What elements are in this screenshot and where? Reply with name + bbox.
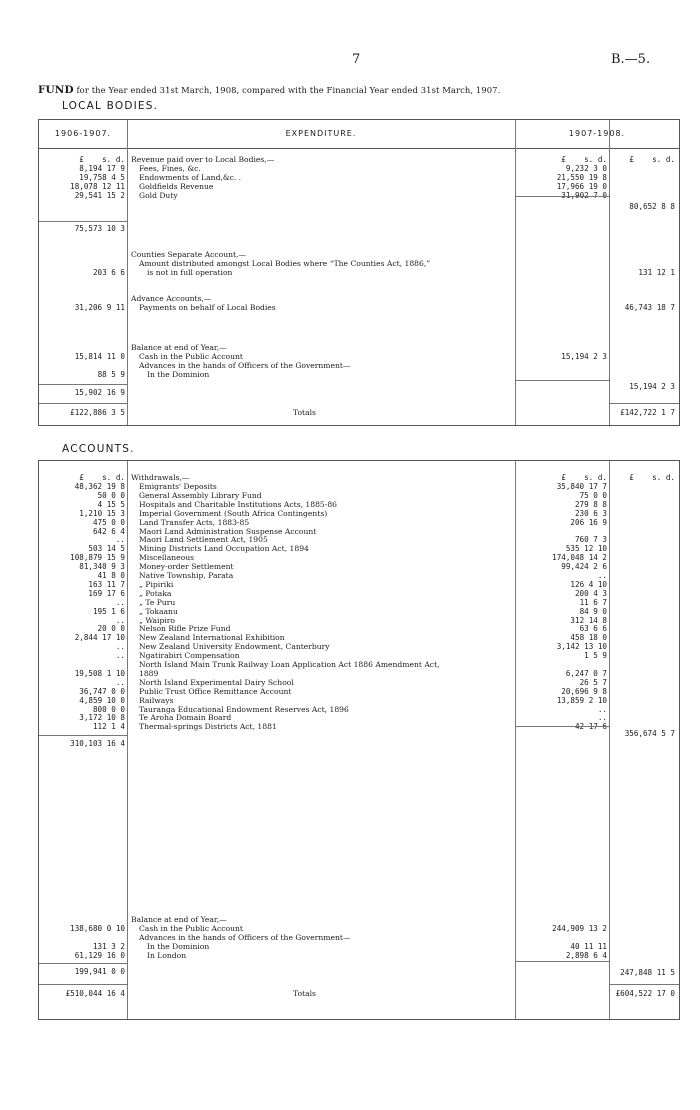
row-label: Gold Duty <box>139 191 178 200</box>
row-cur-amount: 63 6 6 <box>579 624 607 634</box>
revenue-heading: Revenue paid over to Local Bodies,— <box>131 155 275 164</box>
row-prev-amount: .. <box>115 642 125 652</box>
row-prev-amount: 19,508 1 10 <box>74 668 125 678</box>
acc-balance-line3: In the Dominion <box>147 942 210 951</box>
row-prev-amount: 195 1 6 <box>92 606 125 616</box>
row-label: „ Pipiriki <box>139 579 174 589</box>
row-cur-amount: 99,424 2 6 <box>561 562 607 572</box>
page-reference: B.—5. <box>611 52 651 67</box>
accounts-title: ACCOUNTS. <box>62 443 135 455</box>
row-label: Te Aroha Domain Board <box>139 713 232 723</box>
acc-balance-cur1: 244,909 13 2 <box>552 924 607 933</box>
row-label: „ Tokaanu <box>139 606 178 616</box>
header-1906-1907: 1906-1907. <box>54 129 112 138</box>
row-cur-amount: 35,840 17 7 <box>556 482 607 491</box>
row-cur-amount: 174,048 14 2 <box>552 553 607 563</box>
row-label: Railways <box>139 695 174 705</box>
row-prev-amount: 20 0 0 <box>97 624 125 634</box>
row-label: Maori Land Settlement Act, 1905 <box>139 535 268 545</box>
row-prev-amount: 503 14 5 <box>88 544 125 554</box>
row-prev-amount: .. <box>115 615 125 625</box>
row-label: Emigrants' Deposits <box>139 482 217 491</box>
row-label: Nelson Rifle Prize Fund <box>139 624 231 634</box>
currency-header-prev: £ s. d. <box>79 155 125 164</box>
row-label: New Zealand International Exhibition <box>139 633 285 643</box>
row-prev-amount: 163 11 7 <box>88 579 125 589</box>
row-cur-amount: 11 6 7 <box>579 597 607 607</box>
row-label: North Island Main Trunk Railway Loan Application Act 1886 Amendment Act, <box>139 660 440 669</box>
acc-balance-prev-total: 199,941 0 0 <box>74 967 125 976</box>
counties-heading: Counties Separate Account,— <box>131 250 247 259</box>
row-cur-amount: 230 6 3 <box>574 508 607 518</box>
row-label: Thermal-springs Districts Act, 1881 <box>139 722 277 732</box>
acc-balance-line4: In London <box>147 951 187 960</box>
row-prev-amount: 108,879 15 9 <box>70 553 125 563</box>
row-prev-amount: 29,541 15 2 <box>74 191 125 200</box>
table-header <box>39 120 679 149</box>
row-cur-amount: 760 7 3 <box>574 535 607 545</box>
row-label: „ Te Puru <box>139 597 176 607</box>
revenue-prev-total: 75,573 10 3 <box>74 224 125 233</box>
counties-line2: is not in full operation <box>147 268 233 277</box>
advance-prev: 31,206 9 11 <box>74 303 125 312</box>
row-label: Goldfields Revenue <box>139 182 214 191</box>
row-label: Ngatirabiri Compensation <box>139 651 240 661</box>
acc-balance-cur4: 2,898 6 4 <box>565 951 607 960</box>
acc-balance-prev4: 61,129 16 0 <box>74 951 125 960</box>
row-prev-amount: 8,194 17 9 <box>79 164 125 173</box>
row-cur-amount: 17,966 19 0 <box>556 182 607 191</box>
acc-balance-prev3: 131 3 2 <box>92 942 125 951</box>
row-label: North Island Experimental Dairy School <box>139 677 294 687</box>
row-prev-amount: 112 1 4 <box>92 722 125 732</box>
row-prev-amount: 19,758 4 5 <box>79 173 125 182</box>
row-prev-amount: .. <box>115 677 125 687</box>
balance-cur-total: 15,194 2 3 <box>629 382 675 391</box>
row-label: Native Township, Parata <box>139 571 234 580</box>
row-prev-amount: 475 0 0 <box>92 517 125 527</box>
acc-balance-line2: Advances in the hands of Officers of the Government— <box>139 933 351 942</box>
acc-balance-heading: Balance at end of Year,— <box>131 915 227 924</box>
withdrawals-heading: Withdrawals,— <box>131 473 190 482</box>
row-label: „ Potaka <box>139 588 172 598</box>
acc-currency-total: £ s. d. <box>629 473 675 482</box>
row-cur-amount: 84 9 0 <box>579 606 607 616</box>
row-cur-amount: 279 8 8 <box>574 499 607 509</box>
counties-prev: 203 6 6 <box>92 268 125 277</box>
row-prev-amount: .. <box>115 651 125 661</box>
advance-cur-total: 46,743 18 7 <box>624 303 675 312</box>
row-cur-amount: 126 4 10 <box>570 579 607 589</box>
counties-cur-total: 131 12 1 <box>638 268 675 277</box>
acc-balance-cur3: 40 11 11 <box>570 942 607 951</box>
balance-prev1: 15,814 11 0 <box>74 352 125 361</box>
row-prev-amount: .. <box>115 535 125 545</box>
row-cur-amount: 6,247 0 7 <box>565 668 607 678</box>
row-cur-amount: 21,550 19 8 <box>556 173 607 182</box>
local-bodies-title: LOCAL BODIES. <box>62 100 159 112</box>
row-cur-amount: 31,902 7 0 <box>561 191 607 200</box>
acc-currency-cur: £ s. d. <box>561 473 607 482</box>
row-prev-amount: 4 15 5 <box>97 499 125 509</box>
revenue-cur-total: 80,652 8 8 <box>629 202 675 211</box>
balance-line1: Cash in the Public Account <box>139 352 243 361</box>
row-label: 1889 <box>139 668 159 678</box>
row-cur-amount: 3,142 13 10 <box>556 642 607 652</box>
header-expenditure: EXPENDITURE. <box>285 129 357 138</box>
totals-cur: £142,722 1 7 <box>620 408 675 417</box>
row-prev-amount: 50 0 0 <box>97 490 125 500</box>
row-label: Imperial Government (South Africa Contingents) <box>139 508 328 518</box>
row-cur-amount: 20,696 9 8 <box>561 686 607 696</box>
acc-balance-prev1: 138,680 0 10 <box>70 924 125 933</box>
acc-totals-cur: £604,522 17 0 <box>615 989 675 998</box>
acc-currency-prev: £ s. d. <box>79 473 125 482</box>
balance-prev3: 88 5 9 <box>97 370 125 379</box>
acc-balance-line1: Cash in the Public Account <box>139 924 243 933</box>
row-cur-amount: 535 12 10 <box>565 544 607 554</box>
acc-cur-total: 356,674 5 7 <box>624 729 675 738</box>
balance-prev-total: 15,902 16 9 <box>74 388 125 397</box>
totals-label: Totals <box>293 408 316 417</box>
currency-header-cur: £ s. d. <box>561 155 607 164</box>
row-label: Land Transfer Acts, 1883-85 <box>139 517 250 527</box>
row-prev-amount: 169 17 6 <box>88 588 125 598</box>
acc-totals-label: Totals <box>293 989 316 998</box>
row-cur-amount: 9,232 3 0 <box>565 164 607 173</box>
balance-cur1: 15,194 2 3 <box>561 352 607 361</box>
row-prev-amount: 41 8 0 <box>97 571 125 580</box>
row-label: Miscellaneous <box>139 553 194 563</box>
row-label: Endowments of Land,&c. . <box>139 173 242 182</box>
row-prev-amount: 36,747 0 0 <box>79 686 125 696</box>
row-cur-amount: 13,859 2 10 <box>556 695 607 705</box>
balance-heading: Balance at end of Year,— <box>131 343 227 352</box>
row-cur-amount: 1 5 9 <box>584 651 607 661</box>
row-label: „ Waipiro <box>139 615 175 625</box>
row-label: Money-order Settlement <box>139 562 234 572</box>
accounts-table <box>38 460 680 1020</box>
row-cur-amount: 42 17 6 <box>574 722 607 732</box>
counties-line1: Amount distributed amongst Local Bodies where “The Counties Act, 1886,” <box>139 259 431 268</box>
row-label: Fees, Fines, &c. <box>139 164 201 173</box>
row-cur-amount: 75 0 0 <box>579 490 607 500</box>
row-cur-amount: 206 16 9 <box>570 517 607 527</box>
fund-heading-line <box>38 84 500 96</box>
row-prev-amount: 2,844 17 10 <box>74 633 125 643</box>
totals-prev: £122,886 3 5 <box>70 408 125 417</box>
row-cur-amount: 458 18 0 <box>570 633 607 643</box>
row-label: Mining Districts Land Occupation Act, 1894 <box>139 544 309 554</box>
advance-line: Payments on behalf of Local Bodies <box>139 303 276 312</box>
advance-heading: Advance Accounts,— <box>131 294 212 303</box>
row-label: New Zealand University Endowment, Canterbury <box>139 642 330 652</box>
row-prev-amount: 81,340 9 3 <box>79 562 125 572</box>
local-bodies-table <box>38 119 680 426</box>
row-cur-amount: .. <box>597 704 607 714</box>
page-number: 7 <box>352 52 361 67</box>
row-cur-amount: .. <box>597 713 607 723</box>
balance-line2: Advances in the hands of Officers of the Government— <box>139 361 351 370</box>
acc-totals-prev: £510,044 16 4 <box>65 989 125 998</box>
row-cur-amount: 200 4 3 <box>574 588 607 598</box>
row-label: Hospitals and Charitable Institutions Acts, 1885-86 <box>139 499 337 509</box>
row-prev-amount: 1,210 15 3 <box>79 508 125 518</box>
fund-heading-text: for the Year ended 31st March, 1908, compared with the Financial Year ended 31st March, 1907. <box>76 85 501 95</box>
row-prev-amount: 48,362 19 8 <box>74 482 125 491</box>
row-cur-amount: 26 5 7 <box>579 677 607 687</box>
row-label: Public Trust Office Remittance Account <box>139 686 292 696</box>
acc-balance-cur-total: 247,848 11 5 <box>620 968 675 977</box>
row-prev-amount: .. <box>115 597 125 607</box>
header-1907-1908: 1907-1908. <box>568 129 626 138</box>
row-cur-amount: .. <box>597 571 607 580</box>
row-label: Maori Land Administration Suspense Account <box>139 526 317 536</box>
row-cur-amount: 312 14 8 <box>570 615 607 625</box>
row-prev-amount: 3,172 10 8 <box>79 713 125 723</box>
row-label: Tauranga Educational Endowment Reserves Act, 1896 <box>139 704 349 714</box>
currency-header-total: £ s. d. <box>629 155 675 164</box>
row-prev-amount: 4,859 10 0 <box>79 695 125 705</box>
row-label: General Assembly Library Fund <box>139 490 262 500</box>
balance-line3: In the Dominion <box>147 370 210 379</box>
acc-prev-total: 310,103 16 4 <box>70 739 125 748</box>
fund-bold-word: FUND <box>38 84 74 96</box>
row-prev-amount: 642 6 4 <box>92 526 125 536</box>
row-prev-amount: 800 0 0 <box>92 704 125 714</box>
row-prev-amount: 18,078 12 11 <box>70 182 125 191</box>
